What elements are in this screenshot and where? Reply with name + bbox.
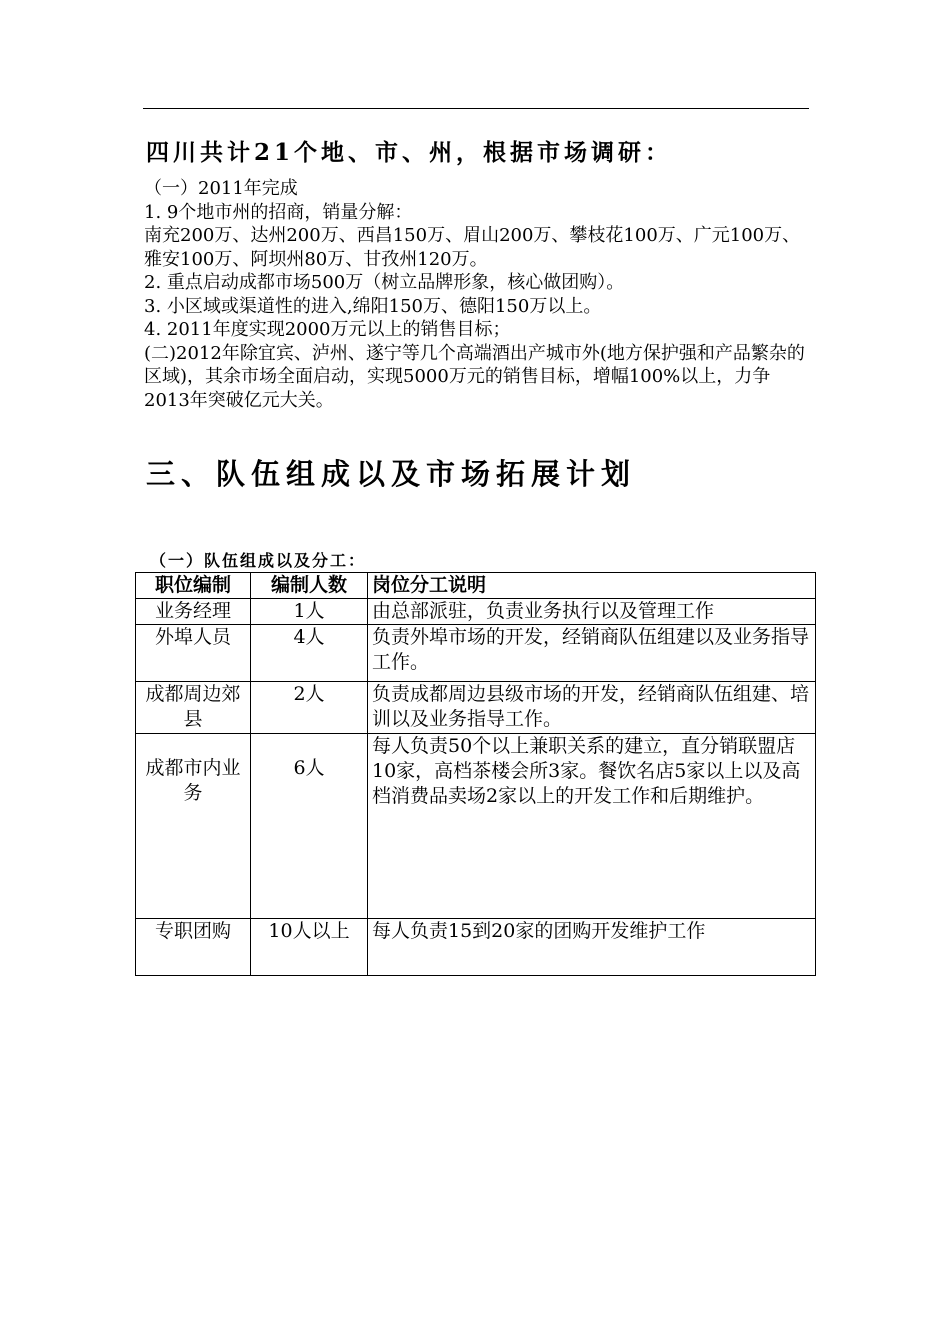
section-heading: 三、队伍组成以及市场拓展计划 [146, 457, 637, 491]
cell-role: 成都市内业务 [136, 734, 251, 919]
cell-count: 6人 [251, 734, 368, 919]
cell-count: 2人 [251, 682, 368, 734]
cell-count: 1人 [251, 599, 368, 625]
plan-item-3: 3. 小区域或渠道性的进入,绵阳150万、德阳150万以上。 [144, 295, 602, 317]
cell-duty: 负责外埠市场的开发，经销商队伍组建以及业务指导工作。 [368, 625, 816, 682]
cell-duty: 每人负责50个以上兼职关系的建立，直分销联盟店10家，高档茶楼会所3家。餐饮名店5家以上以及高档消费品卖场2家以上的开发工作和后期维护。 [368, 734, 816, 919]
cell-count: 10人以上 [251, 919, 368, 976]
plan-item-2: 2. 重点启动成都市场500万（树立品牌形象，核心做团购）。 [144, 272, 625, 293]
plan-item-1-detail: 南充200万、达州200万、西昌150万、眉山200万、攀枝花100万、广元100万、雅安100万、阿坝州80万、甘孜州120万。 [144, 225, 801, 270]
plan-item-1: 1. 9个地市州的招商，销量分解： [144, 201, 413, 223]
sub-heading: （一）队伍组成以及分工： [150, 551, 367, 570]
header-role: 职位编制 [136, 573, 251, 599]
cell-role: 专职团购 [136, 919, 251, 976]
table-header-row [136, 573, 816, 599]
cell-role: 成都周边郊县 [136, 682, 251, 734]
cell-role: 业务经理 [136, 599, 251, 625]
table-row [136, 599, 816, 625]
cell-duty: 每人负责15到20家的团购开发维护工作 [368, 919, 816, 976]
plan-item-4: 4. 2011年度实现2000万元以上的销售目标； [144, 319, 511, 340]
header-duty: 岗位分工说明 [368, 573, 816, 599]
header-rule [143, 108, 809, 109]
cell-count: 4人 [251, 625, 368, 682]
intro-heading: 四川共计21个地、市、州，根据市场调研： [146, 139, 673, 166]
plan-2012: (二)2012年除宜宾、泸州、遂宁等几个高端酒出产城市外(地方保护强和产品繁杂的区域)，其余市场全面启动，实现5000万元的销售目标，增幅100%以上，力争2013年突破亿元大关。 [144, 342, 805, 411]
plan-2011-label: （一）2011年完成 [144, 178, 298, 199]
table-row [136, 919, 816, 976]
cell-duty: 由总部派驻，负责业务执行以及管理工作 [368, 599, 816, 625]
table-row [136, 734, 816, 919]
header-count: 编制人数 [251, 573, 368, 599]
plan-body [144, 177, 812, 412]
team-table [135, 572, 816, 976]
table-row [136, 625, 816, 682]
table-row [136, 682, 816, 734]
cell-role: 外埠人员 [136, 625, 251, 682]
cell-duty: 负责成都周边县级市场的开发，经销商队伍组建、培训以及业务指导工作。 [368, 682, 816, 734]
